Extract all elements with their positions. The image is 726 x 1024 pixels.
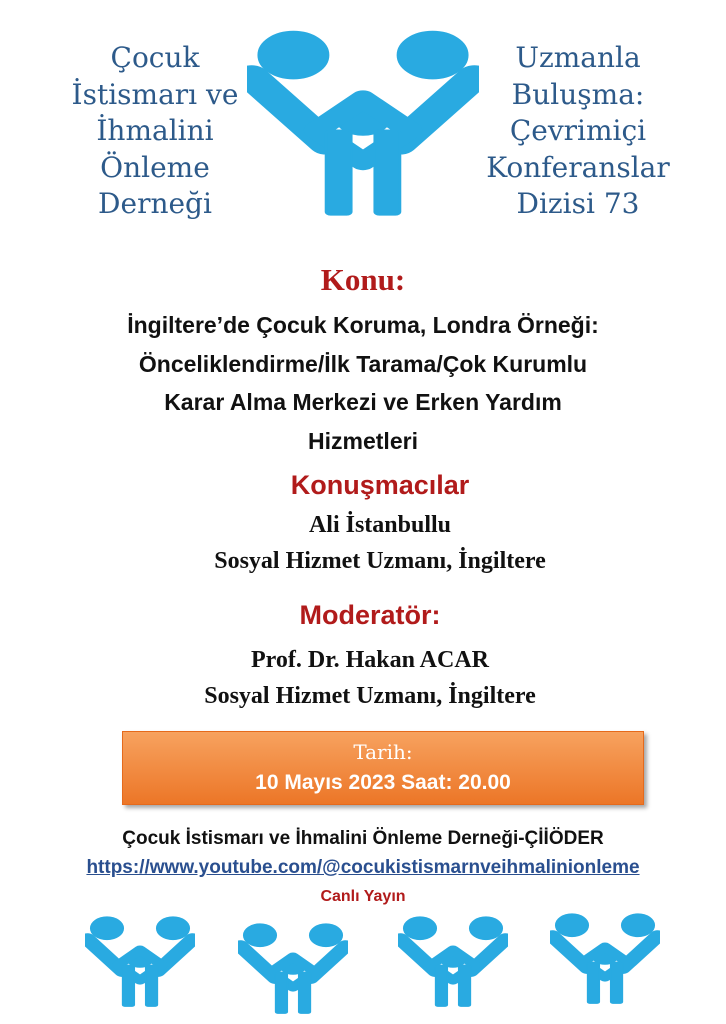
series-line: Dizisi 73: [516, 187, 640, 220]
date-label: Tarih:: [353, 740, 413, 764]
organization-line: İstismarı ve: [71, 77, 239, 111]
organization-line: Derneği: [98, 187, 212, 220]
moderator-title: Sosyal Hizmet Uzmanı, İngiltere: [204, 683, 536, 709]
organization-line: Çocuk: [110, 41, 200, 74]
series-line: Buluşma:: [511, 77, 645, 111]
family-logo-icon: [550, 913, 660, 1005]
family-logo-icon: [238, 923, 348, 1015]
topic-title: [0, 306, 726, 460]
family-logo-icon: [85, 916, 195, 1008]
footer-organization: Çocuk İstismarı ve İhmalini Önleme Derneği-ÇİİÖDER: [122, 828, 604, 849]
live-broadcast-label: Canlı Yayın: [320, 888, 406, 905]
topic-line: Karar Alma Merkezi ve Erken Yardım: [164, 389, 562, 415]
conference-series-name: [470, 40, 686, 223]
family-logo-icon: [398, 916, 508, 1008]
organization-line: Önleme: [100, 150, 210, 184]
topic-line: İngiltere’de Çocuk Koruma, Londra Örneği:: [127, 312, 599, 338]
event-date-box: [122, 731, 644, 805]
speaker-name: Ali İstanbullu: [308, 512, 452, 538]
speaker-title: Sosyal Hizmet Uzmanı, İngiltere: [214, 548, 546, 574]
organization-line: İhmalini: [96, 114, 214, 147]
series-line: Konferanslar: [486, 150, 670, 184]
organization-name: [55, 40, 255, 223]
series-line: Uzmanla: [515, 41, 641, 74]
topic-line: Önceliklendirme/İlk Tarama/Çok Kurumlu: [138, 350, 588, 377]
topic-line: Hizmetleri: [308, 427, 418, 454]
moderator-label: Moderatör:: [299, 600, 441, 630]
speakers-label: Konuşmacılar: [290, 470, 470, 500]
youtube-link[interactable]: https://www.youtube.com/@cocukistismarnveihmalinionleme: [86, 857, 640, 878]
series-line: Çevrimiçi: [509, 114, 647, 147]
moderator-name: Prof. Dr. Hakan ACAR: [250, 647, 490, 673]
date-value: 10 Mayıs 2023 Saat: 20.00: [255, 771, 511, 794]
topic-label: Konu:: [320, 262, 406, 297]
family-logo-icon: [247, 30, 479, 218]
